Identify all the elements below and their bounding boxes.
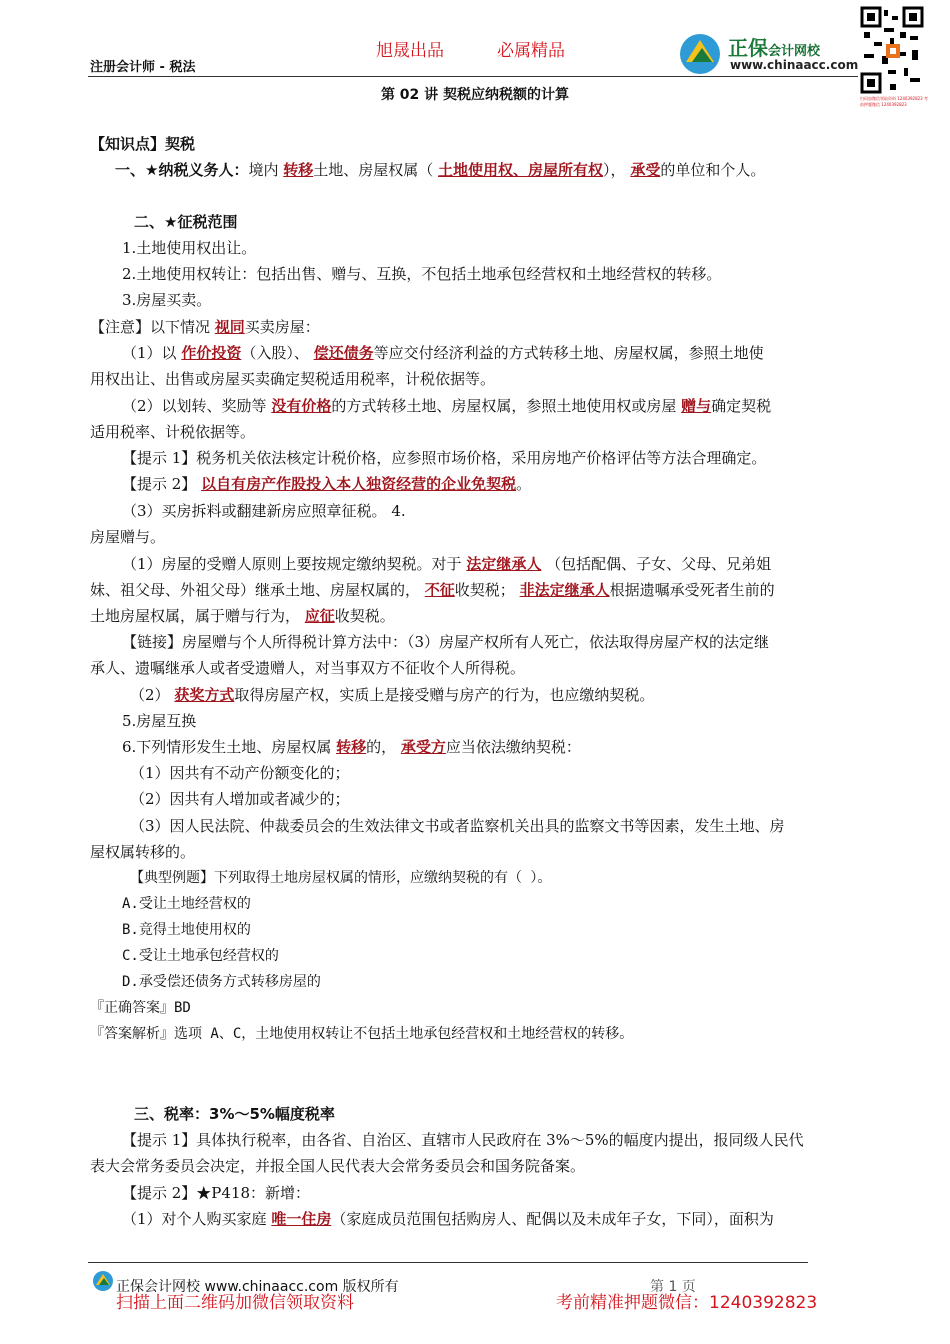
promo-wechat: 考前精准押题微信：1240392823 [556,1293,818,1313]
qr-note: 扫码加微信领取资料 1240392823 考前押题微信 1240392823 [860,96,928,107]
text-line: 【注意】以下情况 视同买卖房屋： [90,318,320,336]
text-line: 土地房屋权属，属于赠与行为， 应征收契税。 [90,607,395,625]
text-line: 承人、遗嘱继承人或者受遗赠人，对当事双方不征收个人所得税。 [90,659,526,677]
text-line: （3）因人民法院、仲裁委员会的生效法律文书或者监察机关出具的监察文书等因素，发生土地、房 [130,817,785,835]
header-slogan-2: 必属精品 [497,41,565,61]
example-question: 【典型例题】下列取得土地房屋权属的情形，应缴纳契税的有（ ）。 [130,870,552,886]
chinaacc-logo-icon [678,32,724,76]
text-line: 妹、祖父母、外祖父母）继承土地、房屋权属的， 不征收契税； 非法定继承人根据遗嘱承受死者生前的 [90,581,775,599]
text-line: （3）买房拆料或翻建新房应照章征税。 4. [122,502,406,520]
page-title: 第 02 讲 契税应纳税额的计算 [380,87,570,103]
qr-code [860,6,928,107]
text-line: 屋权属转移的。 [90,843,196,861]
section-heading: 【知识点】契税 [90,135,196,153]
text-line: 2.土地使用权转让：包括出售、赠与、互换，不包括土地承包经营权和土地经营权的转移。 [122,265,722,283]
text-line: 3.房屋买卖。 [122,291,212,309]
text-line: 【提示 1】税务机关依法核定计税价格，应参照市场价格，采用房地产价格评估等方法合理确定。 [122,449,767,467]
page-number: 第 1 页 [650,1279,696,1295]
header-slogan-1: 旭晟出品 [376,41,444,61]
text-line: 【提示 2】 以自有房产作股投入本人独资经营的企业免契税。 [122,475,532,493]
option-a: A.受让土地经营权的 [122,896,251,912]
footer-logo-icon [92,1270,114,1292]
text-line: 6.下列情形发生土地、房屋权属 转移的， 承受方应当依法缴纳契税： [122,738,581,756]
logo-name: 正保 [728,36,768,60]
text-line: 1.土地使用权出让。 [122,239,257,257]
text-line: 适用税率、计税依据等。 [90,423,256,441]
option-d: D.承受偿还债务方式转移房屋的 [122,974,321,990]
text-line: 【提示 1】具体执行税率，由各省、自治区、直辖市人民政府在 3%～5%的幅度内提出，报同级人民代 [122,1131,804,1149]
text-line: （2） 获奖方式取得房屋产权，实质上是接受赠与房产的行为，也应缴纳契税。 [130,686,655,704]
text-line: 用权出让、出售或房屋买卖确定契税适用税率，计税依据等。 [90,370,496,388]
text-line: 表大会常务委员会决定，并报全国人民代表大会常务委员会和国务院备案。 [90,1157,586,1175]
section-heading: 二、★征税范围 [134,213,238,231]
text-line: 【链接】房屋赠与个人所得税计算方法中：（3）房屋产权所有人死亡，依法取得房屋产权的法定继 [122,633,770,651]
text-line: （2）因共有人增加或者减少的； [130,790,350,808]
text-line: （1）对个人购买家庭 唯一住房（家庭成员范围包括购房人、配偶以及未成年子女，下同），面积为 [122,1210,774,1228]
chinaacc-logo[interactable] [678,32,858,76]
header-divider [88,76,858,77]
correct-answer: 『正确答案』BD [90,1000,191,1016]
promo-scan-qr: 扫描上面二维码加微信领取资料 [116,1293,354,1313]
text-line: 房屋赠与。 [90,528,166,546]
text-line: 5.房屋互换 [122,712,197,730]
qr-code-icon [860,6,924,94]
footer-copyright: 正保会计网校 www.chinaacc.com 版权所有 [116,1279,399,1295]
text-line: （1）因共有不动产份额变化的； [130,764,350,782]
text-line: （2）以划转、奖励等 没有价格的方式转移土地、房屋权属，参照土地使用权或房屋 赠与确定契税 [122,397,772,415]
text-line: 【提示 2】★P418：新增： [122,1184,311,1202]
section-heading: 三、税率：3%～5%幅度税率 [134,1105,335,1123]
option-b: B.竞得土地使用权的 [122,922,251,938]
answer-explanation: 『答案解析』选项 A、C，土地使用权转让不包括土地承包经营权和土地经营权的转移。 [90,1026,634,1042]
header-subject: 注册会计师 - 税法 [90,60,196,75]
logo-url: www.chinaacc.com [730,58,859,72]
option-c: C.受让土地承包经营权的 [122,948,279,964]
text-line: （1）房屋的受赠人原则上要按规定缴纳契税。对于 法定继承人 （包括配偶、子女、父母、兄弟姐 [122,555,772,573]
para-taxpayer: 一、★纳税义务人：境内 转移土地、房屋权属（ 土地使用权、房屋所有权）， 承受的单位和个人。 [115,161,766,179]
footer-divider [88,1262,808,1263]
logo-sub: 会计网校 [768,44,821,59]
text-line: （1）以 作价投资（入股）、 偿还债务等应交付经济利益的方式转移土地、房屋权属，参照土地使 [122,344,764,362]
